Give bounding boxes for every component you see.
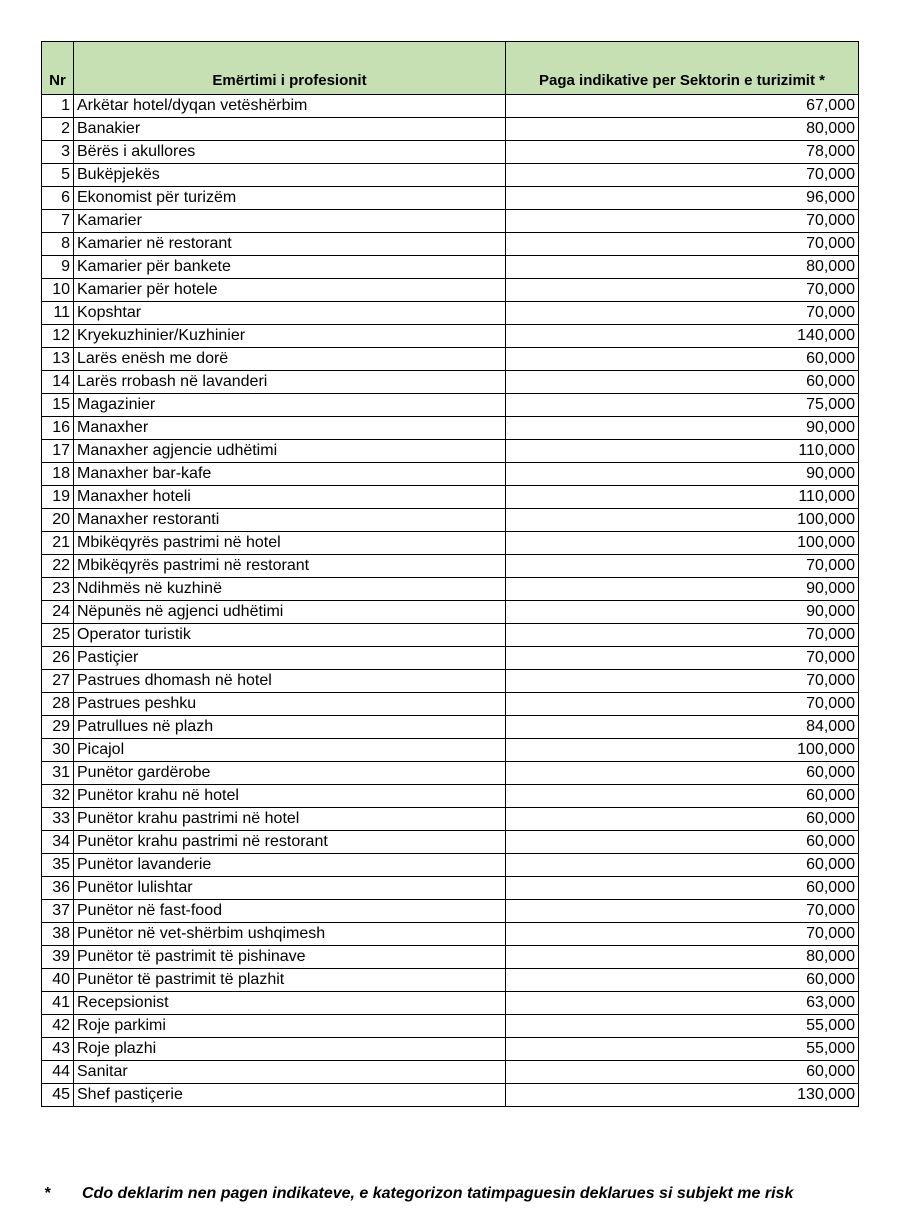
profession-name: Bukëpjekës xyxy=(74,164,506,187)
table-row xyxy=(42,532,859,555)
indicative-pay: 60,000 xyxy=(506,877,859,900)
row-number: 16 xyxy=(42,417,74,440)
table-row xyxy=(42,624,859,647)
profession-name: Banakier xyxy=(74,118,506,141)
profession-name: Mbikëqyrës pastrimi në restorant xyxy=(74,555,506,578)
table-row xyxy=(42,670,859,693)
table-row xyxy=(42,440,859,463)
indicative-pay: 70,000 xyxy=(506,302,859,325)
profession-name: Manaxher hoteli xyxy=(74,486,506,509)
row-number: 23 xyxy=(42,578,74,601)
row-number: 45 xyxy=(42,1084,74,1107)
indicative-pay: 110,000 xyxy=(506,440,859,463)
indicative-pay: 60,000 xyxy=(506,854,859,877)
profession-name: Kamarier për hotele xyxy=(74,279,506,302)
profession-name: Kryekuzhinier/Kuzhinier xyxy=(74,325,506,348)
row-number: 14 xyxy=(42,371,74,394)
table-row xyxy=(42,900,859,923)
table-row xyxy=(42,164,859,187)
indicative-pay: 90,000 xyxy=(506,463,859,486)
profession-name: Roje parkimi xyxy=(74,1015,506,1038)
profession-name: Pastiçier xyxy=(74,647,506,670)
table-header-row xyxy=(42,42,859,95)
profession-name: Kopshtar xyxy=(74,302,506,325)
row-number: 8 xyxy=(42,233,74,256)
row-number: 1 xyxy=(42,95,74,118)
table-row xyxy=(42,95,859,118)
row-number: 24 xyxy=(42,601,74,624)
row-number: 29 xyxy=(42,716,74,739)
table-row xyxy=(42,739,859,762)
profession-name: Roje plazhi xyxy=(74,1038,506,1061)
footnote-text: Cdo deklarim nen pagen indikateve, e kategorizon tatimpaguesin deklarues si subjekt me risk xyxy=(82,1185,794,1202)
indicative-pay: 60,000 xyxy=(506,371,859,394)
profession-name: Picajol xyxy=(74,739,506,762)
row-number: 31 xyxy=(42,762,74,785)
salary-table xyxy=(41,41,859,1107)
row-number: 20 xyxy=(42,509,74,532)
row-number: 43 xyxy=(42,1038,74,1061)
row-number: 25 xyxy=(42,624,74,647)
indicative-pay: 110,000 xyxy=(506,486,859,509)
row-number: 27 xyxy=(42,670,74,693)
indicative-pay: 70,000 xyxy=(506,555,859,578)
profession-name: Manaxher bar-kafe xyxy=(74,463,506,486)
table-row xyxy=(42,854,859,877)
indicative-pay: 70,000 xyxy=(506,164,859,187)
row-number: 40 xyxy=(42,969,74,992)
row-number: 9 xyxy=(42,256,74,279)
profession-name: Ekonomist për turizëm xyxy=(74,187,506,210)
profession-name: Larës enësh me dorë xyxy=(74,348,506,371)
row-number: 19 xyxy=(42,486,74,509)
table-row xyxy=(42,716,859,739)
row-number: 33 xyxy=(42,808,74,831)
table-row xyxy=(42,693,859,716)
row-number: 35 xyxy=(42,854,74,877)
profession-name: Punëtor krahu në hotel xyxy=(74,785,506,808)
profession-name: Mbikëqyrës pastrimi në hotel xyxy=(74,532,506,555)
profession-name: Punëtor në fast-food xyxy=(74,900,506,923)
profession-name: Punëtor të pastrimit të pishinave xyxy=(74,946,506,969)
table-row xyxy=(42,394,859,417)
table-row xyxy=(42,578,859,601)
table-row xyxy=(42,992,859,1015)
table-row xyxy=(42,118,859,141)
profession-name: Operator turistik xyxy=(74,624,506,647)
table-row xyxy=(42,808,859,831)
table-row xyxy=(42,486,859,509)
indicative-pay: 100,000 xyxy=(506,739,859,762)
indicative-pay: 130,000 xyxy=(506,1084,859,1107)
indicative-pay: 100,000 xyxy=(506,532,859,555)
row-number: 21 xyxy=(42,532,74,555)
indicative-pay: 90,000 xyxy=(506,417,859,440)
indicative-pay: 60,000 xyxy=(506,785,859,808)
table-row xyxy=(42,877,859,900)
profession-name: Manaxher agjencie udhëtimi xyxy=(74,440,506,463)
indicative-pay: 70,000 xyxy=(506,900,859,923)
profession-name: Magazinier xyxy=(74,394,506,417)
row-number: 32 xyxy=(42,785,74,808)
profession-name: Shef pastiçerie xyxy=(74,1084,506,1107)
table-row xyxy=(42,417,859,440)
table-row xyxy=(42,601,859,624)
indicative-pay: 60,000 xyxy=(506,808,859,831)
row-number: 11 xyxy=(42,302,74,325)
profession-name: Larës rrobash në lavanderi xyxy=(74,371,506,394)
table-row xyxy=(42,210,859,233)
footnote-marker: * xyxy=(44,1185,51,1202)
row-number: 18 xyxy=(42,463,74,486)
table-row xyxy=(42,1061,859,1084)
table-row xyxy=(42,279,859,302)
indicative-pay: 70,000 xyxy=(506,923,859,946)
indicative-pay: 78,000 xyxy=(506,141,859,164)
profession-name: Sanitar xyxy=(74,1061,506,1084)
profession-name: Punëtor të pastrimit të plazhit xyxy=(74,969,506,992)
row-number: 10 xyxy=(42,279,74,302)
header-nr: Nr xyxy=(42,42,74,95)
indicative-pay: 70,000 xyxy=(506,693,859,716)
header-profession: Emërtimi i profesionit xyxy=(74,42,506,95)
profession-name: Pastrues peshku xyxy=(74,693,506,716)
row-number: 7 xyxy=(42,210,74,233)
indicative-pay: 55,000 xyxy=(506,1015,859,1038)
indicative-pay: 60,000 xyxy=(506,969,859,992)
indicative-pay: 96,000 xyxy=(506,187,859,210)
row-number: 6 xyxy=(42,187,74,210)
profession-name: Pastrues dhomash në hotel xyxy=(74,670,506,693)
indicative-pay: 63,000 xyxy=(506,992,859,1015)
row-number: 42 xyxy=(42,1015,74,1038)
table-row xyxy=(42,187,859,210)
indicative-pay: 55,000 xyxy=(506,1038,859,1061)
row-number: 41 xyxy=(42,992,74,1015)
profession-name: Kamarier xyxy=(74,210,506,233)
row-number: 39 xyxy=(42,946,74,969)
table-row xyxy=(42,233,859,256)
indicative-pay: 90,000 xyxy=(506,601,859,624)
row-number: 12 xyxy=(42,325,74,348)
row-number: 36 xyxy=(42,877,74,900)
table-row xyxy=(42,325,859,348)
row-number: 26 xyxy=(42,647,74,670)
profession-name: Punëtor krahu pastrimi në restorant xyxy=(74,831,506,854)
profession-name: Bërës i akullores xyxy=(74,141,506,164)
table-row xyxy=(42,509,859,532)
profession-name: Punëtor krahu pastrimi në hotel xyxy=(74,808,506,831)
table-row xyxy=(42,762,859,785)
table-row xyxy=(42,141,859,164)
indicative-pay: 67,000 xyxy=(506,95,859,118)
profession-name: Patrullues në plazh xyxy=(74,716,506,739)
indicative-pay: 70,000 xyxy=(506,624,859,647)
profession-name: Manaxher xyxy=(74,417,506,440)
table-row xyxy=(42,1015,859,1038)
profession-name: Arkëtar hotel/dyqan vetëshërbim xyxy=(74,95,506,118)
profession-name: Nëpunës në agjenci udhëtimi xyxy=(74,601,506,624)
profession-name: Punëtor lavanderie xyxy=(74,854,506,877)
table-body xyxy=(42,95,859,1107)
indicative-pay: 80,000 xyxy=(506,256,859,279)
row-number: 3 xyxy=(42,141,74,164)
table-row xyxy=(42,946,859,969)
row-number: 2 xyxy=(42,118,74,141)
row-number: 28 xyxy=(42,693,74,716)
indicative-pay: 60,000 xyxy=(506,762,859,785)
profession-name: Manaxher restoranti xyxy=(74,509,506,532)
row-number: 38 xyxy=(42,923,74,946)
indicative-pay: 60,000 xyxy=(506,1061,859,1084)
profession-name: Ndihmës në kuzhinë xyxy=(74,578,506,601)
table-row xyxy=(42,463,859,486)
profession-name: Punëtor në vet-shërbim ushqimesh xyxy=(74,923,506,946)
indicative-pay: 70,000 xyxy=(506,647,859,670)
profession-name: Kamarier për bankete xyxy=(74,256,506,279)
indicative-pay: 140,000 xyxy=(506,325,859,348)
indicative-pay: 84,000 xyxy=(506,716,859,739)
table-row xyxy=(42,371,859,394)
row-number: 34 xyxy=(42,831,74,854)
row-number: 17 xyxy=(42,440,74,463)
footnote xyxy=(44,1185,793,1203)
profession-name: Recepsionist xyxy=(74,992,506,1015)
table-row xyxy=(42,1038,859,1061)
table-row xyxy=(42,1084,859,1107)
table-row xyxy=(42,348,859,371)
table-row xyxy=(42,831,859,854)
table-row xyxy=(42,923,859,946)
profession-name: Kamarier në restorant xyxy=(74,233,506,256)
table-row xyxy=(42,555,859,578)
indicative-pay: 60,000 xyxy=(506,348,859,371)
row-number: 22 xyxy=(42,555,74,578)
table-row xyxy=(42,785,859,808)
indicative-pay: 70,000 xyxy=(506,670,859,693)
header-indicative-pay: Paga indikative per Sektorin e turizimit * xyxy=(506,42,859,95)
row-number: 44 xyxy=(42,1061,74,1084)
indicative-pay: 70,000 xyxy=(506,233,859,256)
indicative-pay: 70,000 xyxy=(506,279,859,302)
indicative-pay: 75,000 xyxy=(506,394,859,417)
indicative-pay: 90,000 xyxy=(506,578,859,601)
row-number: 15 xyxy=(42,394,74,417)
profession-name: Punëtor gardërobe xyxy=(74,762,506,785)
row-number: 37 xyxy=(42,900,74,923)
row-number: 13 xyxy=(42,348,74,371)
indicative-pay: 60,000 xyxy=(506,831,859,854)
indicative-pay: 80,000 xyxy=(506,118,859,141)
indicative-pay: 80,000 xyxy=(506,946,859,969)
profession-name: Punëtor lulishtar xyxy=(74,877,506,900)
table-row xyxy=(42,256,859,279)
table-row xyxy=(42,969,859,992)
table-row xyxy=(42,647,859,670)
row-number: 30 xyxy=(42,739,74,762)
indicative-pay: 70,000 xyxy=(506,210,859,233)
indicative-pay: 100,000 xyxy=(506,509,859,532)
row-number: 5 xyxy=(42,164,74,187)
table-row xyxy=(42,302,859,325)
